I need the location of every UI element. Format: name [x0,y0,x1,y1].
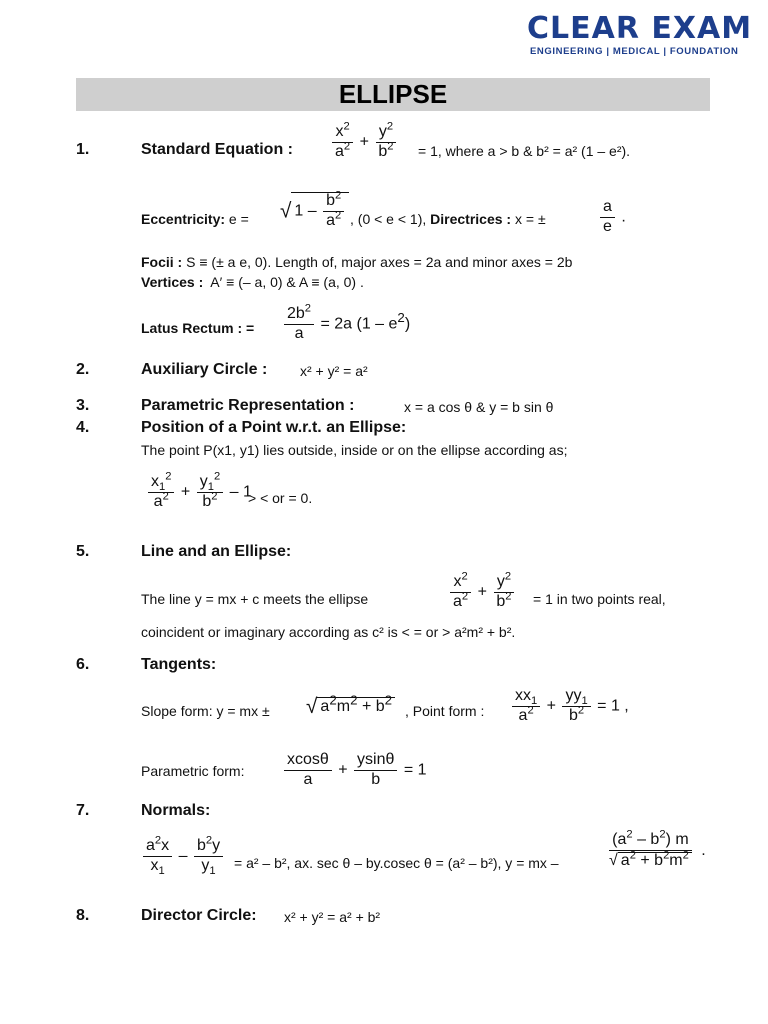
logo-subtitle: ENGINEERING | MEDICAL | FOUNDATION [530,46,739,57]
section-heading-5: Line and an Ellipse: [141,543,292,560]
slope-form-root: √ $a^2m^2 + b^2$ [306,695,395,719]
parametric-eq: x = a cos θ & y = b sin θ [404,399,554,415]
section-number-3: 3. [76,397,90,414]
directrices-line [350,211,546,227]
directrices-eq: x = ± [514,211,546,227]
position-formula: $\frac{x_1^2}{a^2}$ + $\frac{y_1^2}{b^2}$ – 1 [146,474,252,511]
director-circle-eq: x² + y² = a² + b² [284,909,381,925]
section-heading-3: Parametric Representation : [141,397,355,414]
latus-rectum-label: Latus Rectum : = [141,320,255,336]
logo-title: CLEAR EXAM [527,11,753,46]
section-heading-4: Position of a Point w.r.t. an Ellipse: [141,419,407,436]
section-heading-2: Auxiliary Circle : [141,361,268,378]
eccentricity-formula: √ 1 – $\frac{b^2}{a^2}$ [280,192,349,230]
normal-formula-mid: = a² – b², ax. sec θ – by.cosec θ = (a² – b²), y = mx – [234,855,559,871]
section-heading-8: Director Circle: [141,907,257,924]
standard-equation: $\frac{x^2}{a^2}$ + $\frac{y^2}{b^2}$ [330,124,399,161]
eccentricity-range: , (0 < e < 1), [350,211,427,227]
section-number-1: 1. [76,141,90,158]
vertices-text: A′ ≡ (– a, 0) & A ≡ (a, 0) . [210,274,364,290]
line-ellipse-formula: $\frac{x^2}{a^2}$ + $\frac{y^2}{b^2}$ [448,574,517,611]
vertices-label: Vertices : [141,274,204,290]
directrices-label: Directrices : [430,211,512,227]
latus-rectum-formula: $\frac{2b^2}{a}$ = 2a $(1 - e^2)$ [282,306,410,343]
point-form-formula: $\frac{xx_1}{a^2}$ + $\frac{yy_1}{b^2}$ = 1 , [510,688,629,725]
section-number-7: 7. [76,802,90,819]
section-number-8: 8. [76,907,90,924]
section-heading-1: Standard Equation : [141,141,293,158]
directrices-fraction: $\frac{a}{e}$ . [598,199,626,236]
section-heading-7: Normals: [141,802,211,819]
focii-line [141,254,572,270]
eccentricity-label: Eccentricity: [141,211,226,227]
focii-text: S ≡ (± a e, 0). Length of, major axes = 2a and minor axes = 2b [186,254,573,270]
section-number-2: 2. [76,361,90,378]
normal-formula-right: $\frac{(a^2 - b^2) m}{√ a^2 + b^2m^2}$ . [609,828,706,869]
parametric-form-formula: $\frac{xcos\theta}{a}$ + $\frac{ysin\theta}{b}$ = 1 [282,752,427,789]
vertices-line [141,274,364,290]
point-form-label: , Point form : [405,703,485,719]
section-number-6: 6. [76,656,90,673]
page-title: ELLIPSE [338,79,448,109]
position-text: The point P(x1, y1) lies outside, inside or on the ellipse according as; [141,442,568,458]
parametric-form-label: Parametric form: [141,763,245,779]
position-condition: > < or = 0. [248,490,313,506]
auxiliary-circle-eq: x² + y² = a² [300,363,368,379]
section-heading-6: Tangents: [141,656,217,673]
line-ellipse-text1b: = 1 in two points real, [533,591,666,607]
line-ellipse-text2: coincident or imaginary according as c² is < = or > a²m² + b². [141,624,516,640]
normal-formula-left: $\frac{a^2x}{x_1}$ – $\frac{b^2y}{y_1}$ [141,838,225,875]
section-number-5: 5. [76,543,90,560]
eccentricity-line: Eccentricity: e = [141,211,249,227]
slope-form-label: Slope form: y = mx ± [141,703,270,719]
section-number-4: 4. [76,419,90,436]
focii-label: Focii : [141,254,183,270]
line-ellipse-text1: The line y = mx + c meets the ellipse [141,591,369,607]
standard-equation-tail: = 1, where a > b & b² = a² (1 – e²). [418,143,631,159]
